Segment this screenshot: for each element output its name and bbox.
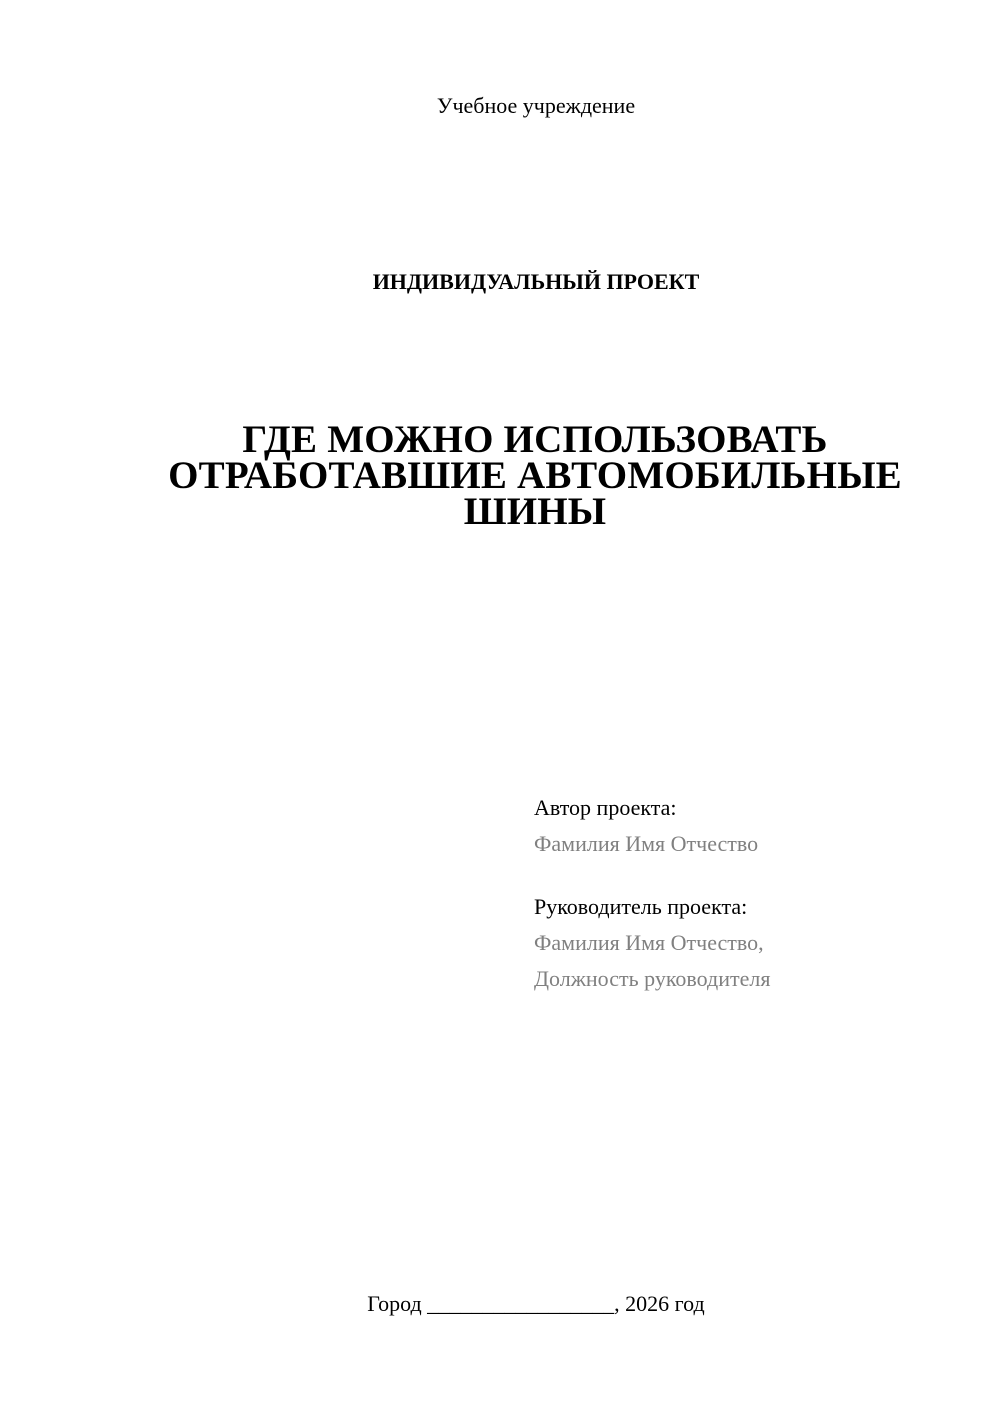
author-name: Фамилия Имя Отчество (534, 831, 759, 856)
project-title (150, 418, 920, 533)
supervisor-name: Фамилия Имя Отчество, (534, 930, 764, 955)
info-spacer (534, 862, 974, 889)
project-title-line-1: ГДЕ МОЖНО ИСПОЛЬЗОВАТЬ (242, 418, 828, 461)
supervisor-position: Должность руководителя (534, 966, 771, 991)
city-label: Город (367, 1291, 422, 1316)
institution-name: Учебное учреждение (436, 93, 636, 118)
year-text: , 2026 год (614, 1291, 705, 1316)
city-blank: _________________ (427, 1291, 615, 1316)
supervisor-label: Руководитель проекта: (534, 894, 748, 919)
city-year-line (0, 1290, 1000, 1318)
project-type-heading: ИНДИВИДУАЛЬНЫЙ ПРОЕКТ (372, 269, 700, 294)
project-info-block (534, 790, 974, 997)
project-title-line-2: ОТРАБОТАВШИЕ АВТОМОБИЛЬНЫЕ (168, 454, 902, 497)
author-label: Автор проекта: (534, 795, 677, 820)
project-title-line-3: ШИНЫ (463, 490, 607, 533)
